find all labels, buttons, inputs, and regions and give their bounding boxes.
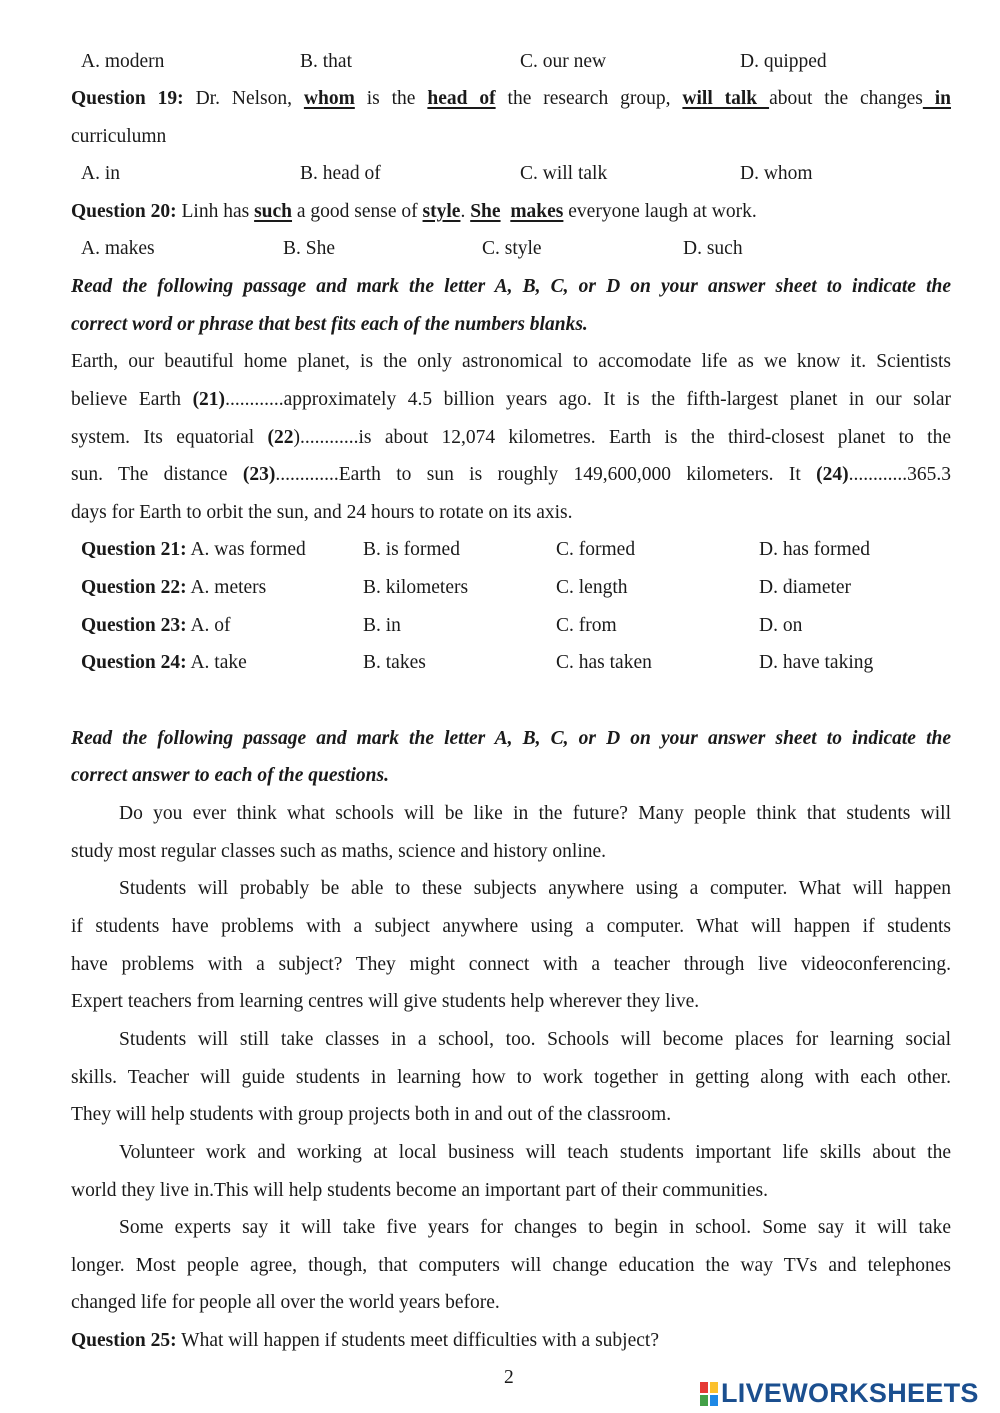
- q20-option-c[interactable]: C. style: [482, 238, 542, 259]
- q23-option-b[interactable]: B. in: [363, 615, 401, 636]
- passage-2-p3-line-3: They will help students with group projects both in and out of the classroom.: [71, 1104, 672, 1125]
- blank-23-label: (23): [242, 464, 276, 485]
- q20-stem: [71, 202, 757, 222]
- q25-label: Question 25:: [71, 1330, 177, 1351]
- q20-underlined-3: She: [470, 201, 501, 222]
- q19-option-a[interactable]: A. in: [81, 163, 120, 184]
- q19-label: Question 19:: [71, 88, 184, 109]
- passage-2-p2-line-1: Students will probably be able to these subjects anywhere using a computer. What will happen: [119, 878, 951, 899]
- q21-row: [81, 540, 306, 560]
- q22-option-d[interactable]: D. diameter: [759, 577, 852, 598]
- q18-option-a[interactable]: A. modern: [81, 51, 165, 72]
- passage-text: )............is about 12,074 kilometres. Earth is the third-closest planet to the: [293, 427, 951, 448]
- q19-text: about the changes: [769, 88, 923, 109]
- passage-2-p2-line-2: if students have problems with a subject anywhere using a computer. What will happen if students: [71, 916, 951, 937]
- q19-text: Dr. Nelson,: [183, 88, 304, 109]
- q20-underlined-4: makes: [510, 201, 564, 222]
- instruction-2-line-2: correct answer to each of the questions.: [71, 765, 389, 786]
- passage-2-p2-line-3: have problems with a subject? They might connect with a teacher through live videoconferencing.: [71, 954, 951, 975]
- q19-underlined-3: will talk: [682, 88, 770, 109]
- passage-text: ............approximately 4.5 billion years ago. It is the fifth-largest planet in our solar: [225, 389, 951, 410]
- q22-option-b[interactable]: B. kilometers: [363, 577, 469, 598]
- passage-2-p4-line-2: world they live in.This will help students become an important part of their communities.: [71, 1180, 768, 1201]
- q20-option-a[interactable]: A. makes: [81, 238, 155, 259]
- passage-2-p5-line-2: longer. Most people agree, though, that computers will change education the way TVs and telephones: [71, 1255, 951, 1276]
- instruction-2-line-1: Read the following passage and mark the letter A, B, C, or D on your answer sheet to indicate the: [71, 728, 951, 749]
- passage-2-p5-line-3: changed life for people all over the world years before.: [71, 1292, 500, 1313]
- q21-option-c[interactable]: C. formed: [556, 539, 636, 560]
- passage-2-p5-line-1: Some experts say it will take five years for changes to begin in school. Some say it will take: [119, 1217, 951, 1238]
- q23-option-d[interactable]: D. on: [759, 615, 803, 636]
- q20-text: Linh has: [176, 201, 255, 222]
- q23-option-a[interactable]: A. of: [186, 615, 231, 636]
- q20-text: everyone laugh at work.: [563, 201, 757, 222]
- q20-option-b[interactable]: B. She: [283, 238, 336, 259]
- q19-option-d[interactable]: D. whom: [740, 163, 813, 184]
- q23-row: [81, 616, 231, 636]
- q22-option-a[interactable]: A. meters: [186, 577, 267, 598]
- q24-option-b[interactable]: B. takes: [363, 652, 426, 673]
- passage-2-p3-line-2: skills. Teacher will guide students in learning how to work together in getting along with each other.: [71, 1067, 951, 1088]
- q23-option-c[interactable]: C. from: [556, 615, 617, 636]
- page-number: 2: [504, 1367, 514, 1388]
- q23-label: Question 23:: [81, 615, 187, 636]
- q24-label: Question 24:: [81, 652, 187, 673]
- q18-option-d[interactable]: D. quipped: [740, 51, 827, 72]
- passage-1-line-2: [71, 390, 951, 410]
- q21-label: Question 21:: [81, 539, 187, 560]
- blank-22-label: (22: [267, 427, 294, 448]
- q25-stem: [71, 1331, 659, 1351]
- q20-underlined-1: such: [254, 201, 293, 222]
- q24-option-d[interactable]: D. have taking: [759, 652, 874, 673]
- q20-label: Question 20:: [71, 201, 177, 222]
- passage-2-p1-line-1: Do you ever think what schools will be like in the future? Many people think that students will: [119, 803, 951, 824]
- passage-text: ............365.3: [848, 464, 951, 485]
- passage-2-p1-line-2: study most regular classes such as maths, science and history online.: [71, 841, 607, 862]
- passage-2-p4-line-1: Volunteer work and working at local business will teach students important life skills about the: [119, 1142, 951, 1163]
- q22-row: [81, 578, 266, 598]
- instruction-1-line-2: correct word or phrase that best fits each of the numbers blanks.: [71, 314, 588, 335]
- q24-option-a[interactable]: A. take: [186, 652, 247, 673]
- q19-option-c[interactable]: C. will talk: [520, 163, 608, 184]
- blank-24-label: (24): [816, 464, 849, 485]
- q20-option-d[interactable]: D. such: [683, 238, 743, 259]
- liveworksheets-logo[interactable]: [700, 1380, 979, 1407]
- q19-underlined-4: in: [922, 88, 951, 109]
- q20-text: a good sense of: [292, 201, 423, 222]
- q19-underlined-2: head of: [427, 88, 496, 109]
- passage-text: system. Its equatorial: [71, 427, 268, 448]
- q21-option-b[interactable]: B. is formed: [363, 539, 460, 560]
- logo-text: LIVEWORKSHEETS: [721, 1378, 979, 1408]
- q20-underlined-2: style: [422, 201, 461, 222]
- passage-1-line-5: days for Earth to orbit the sun, and 24 hours to rotate on its axis.: [71, 502, 573, 523]
- q21-option-d[interactable]: D. has formed: [759, 539, 871, 560]
- passage-text: .............Earth to sun is roughly 149,600,000 kilometers. It: [275, 464, 817, 485]
- passage-1-line-3: [71, 428, 951, 448]
- passage-1-line-1: Earth, our beautiful home planet, is the only astronomical to accomodate life as we know it. Scientists: [71, 351, 951, 372]
- q18-option-b[interactable]: B. that: [300, 51, 352, 72]
- q19-option-b[interactable]: B. head of: [300, 163, 381, 184]
- q22-option-c[interactable]: C. length: [556, 577, 628, 598]
- q24-row: [81, 653, 247, 673]
- q19-text: is the: [354, 88, 428, 109]
- passage-text: sun. The distance: [71, 464, 243, 485]
- q22-label: Question 22:: [81, 577, 187, 598]
- q19-stem-line2: curriculumn: [71, 126, 167, 147]
- passage-2-p2-line-4: Expert teachers from learning centres will give students help wherever they live.: [71, 991, 700, 1012]
- q24-option-c[interactable]: C. has taken: [556, 652, 652, 673]
- blank-21-label: (21): [192, 389, 226, 410]
- q21-option-a[interactable]: A. was formed: [186, 539, 306, 560]
- q18-option-c[interactable]: C. our new: [520, 51, 607, 72]
- passage-2-p3-line-1: Students will still take classes in a school, too. Schools will become places for learning social: [119, 1029, 951, 1050]
- q25-text: What will happen if students meet difficulties with a subject?: [176, 1330, 659, 1351]
- passage-text: believe Earth: [71, 389, 193, 410]
- q19-underlined-1: whom: [303, 88, 355, 109]
- instruction-1-line-1: Read the following passage and mark the letter A, B, C, or D on your answer sheet to indicate the: [71, 276, 951, 297]
- q20-text: [501, 201, 511, 222]
- q19-text: the research group,: [495, 88, 683, 109]
- q19-stem: [71, 89, 951, 109]
- passage-1-line-4: [71, 465, 951, 485]
- q20-text: .: [460, 201, 471, 222]
- logo-mark-icon: [700, 1382, 718, 1406]
